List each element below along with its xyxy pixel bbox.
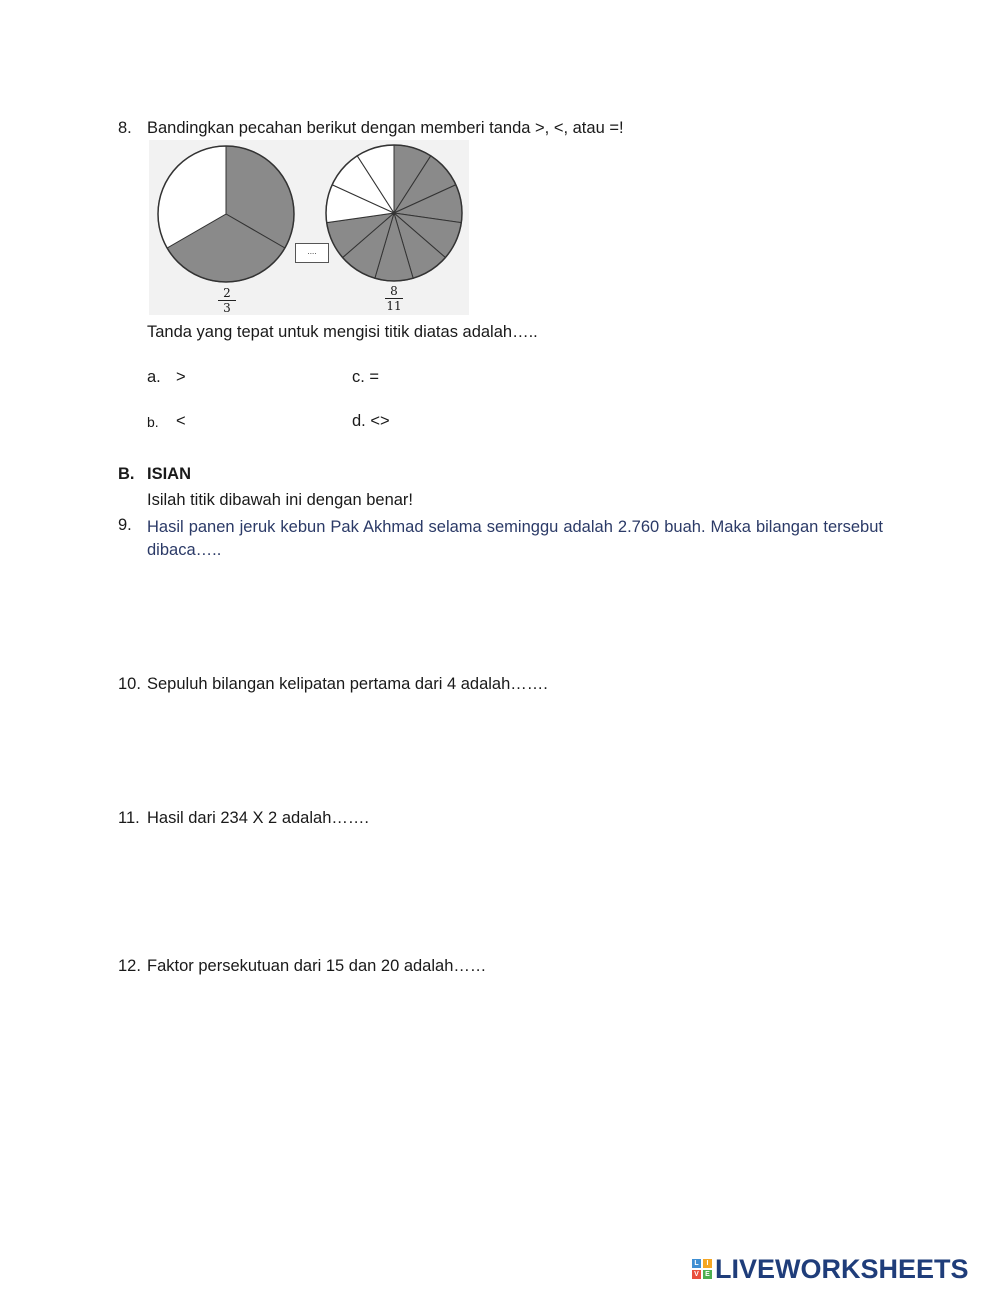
q9-text: Hasil panen jeruk kebun Pak Akhmad selama seminggu adalah 2.760 buah. Maka bilangan tersebut dibaca….. [147, 518, 883, 559]
pie-eight-elevenths [326, 145, 462, 281]
section-b-instruction: Isilah titik dibawah ini dengan benar! [147, 491, 414, 509]
q8-question: Tanda yang tepat untuk mengisi titik diatas adalah….. [147, 323, 538, 341]
comparison-blank-box[interactable]: .... [295, 243, 329, 263]
section-b-letter: B. [118, 465, 135, 483]
pie-charts [149, 140, 469, 315]
logo-grid-icon [692, 1259, 712, 1279]
q10-text: Sepuluh bilangan kelipatan pertama dari 4 adalah……. [147, 675, 548, 693]
logo-text: LIVEWORKSHEETS [715, 1253, 969, 1284]
option-d[interactable]: d. <> [352, 412, 390, 430]
logo-grid-cell: E [703, 1270, 712, 1279]
option-b-label: b. [147, 414, 159, 430]
option-a-value[interactable]: > [176, 368, 186, 386]
fraction-left-numerator: 2 [223, 286, 231, 300]
logo-grid-cell: V [692, 1270, 701, 1279]
option-b-value[interactable]: < [176, 412, 186, 430]
q11-number: 11. [118, 809, 140, 827]
fraction-eight-elevenths [382, 285, 406, 312]
option-c[interactable]: c. = [352, 368, 380, 386]
q12-number: 12. [118, 957, 141, 975]
logo-grid-cell: L [692, 1259, 701, 1268]
fraction-two-thirds [215, 287, 239, 314]
fraction-left-denominator: 3 [223, 301, 231, 315]
q8-number: 8. [118, 119, 132, 137]
q12-text: Faktor persekutuan dari 15 dan 20 adalah…… [147, 957, 487, 975]
q11-text: Hasil dari 234 X 2 adalah……. [147, 809, 369, 827]
q8-prompt: Bandingkan pecahan berikut dengan memberi tanda >, <, atau =! [147, 119, 624, 137]
pie-two-thirds [158, 146, 294, 282]
q9-number: 9. [118, 516, 132, 534]
q10-number: 10. [118, 675, 141, 693]
fraction-pie-figure [149, 140, 469, 315]
option-a-label: a. [147, 368, 161, 386]
fraction-right-denominator: 11 [386, 299, 402, 313]
logo-grid-cell: I [703, 1259, 712, 1268]
section-b-title: ISIAN [147, 465, 192, 483]
fraction-right-numerator: 8 [390, 284, 398, 298]
liveworksheets-logo [692, 1254, 969, 1284]
